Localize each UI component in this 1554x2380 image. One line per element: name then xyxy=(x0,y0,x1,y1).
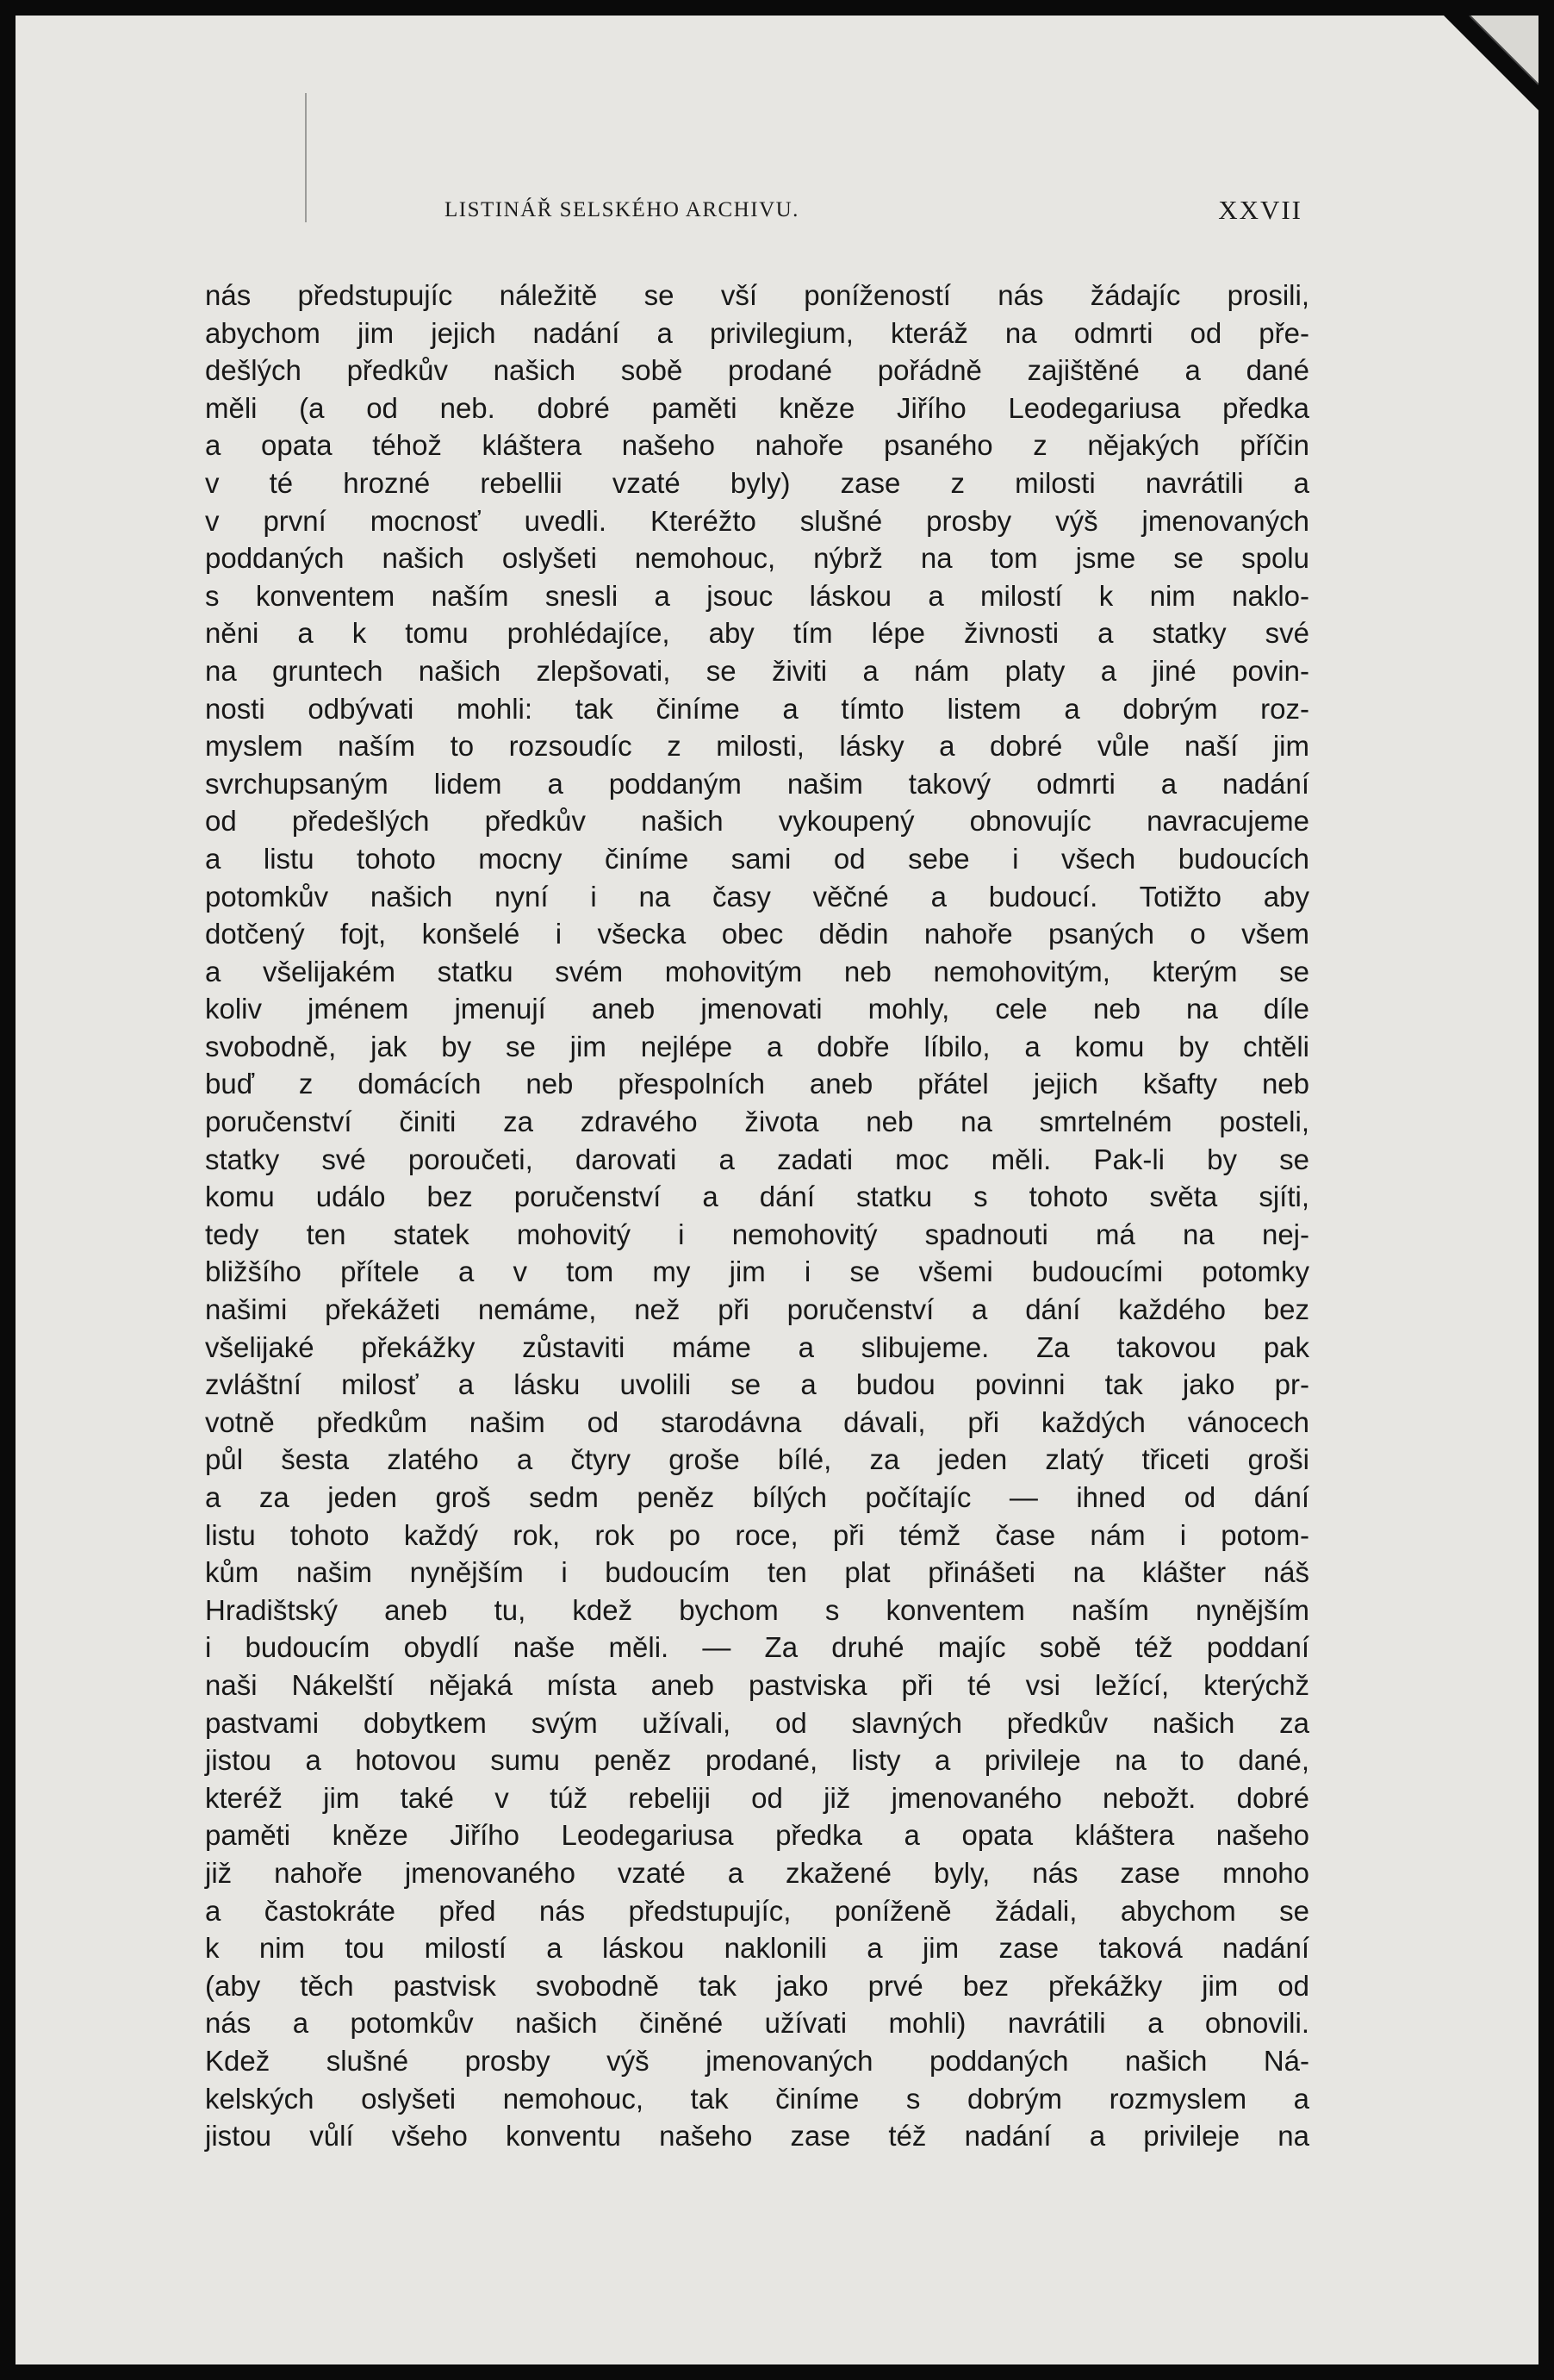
text-line: poddaných našich oslyšeti nemohouc, nýbrž na tom jsme se spolu xyxy=(205,542,1309,575)
text-line: zvláštní milosť a lásku uvolili se a budou povinni tak jako pr- xyxy=(205,1368,1309,1401)
body-text xyxy=(205,277,1309,2155)
page-number: XXVII xyxy=(1218,195,1302,225)
page-corner-fold xyxy=(1444,16,1538,110)
text-line: a listu tohoto mocny činíme sami od sebe i všech budoucích xyxy=(205,842,1309,875)
text-line: kelských oslyšeti nemohouc, tak činíme s dobrým rozmyslem a xyxy=(205,2082,1309,2115)
text-line: něni a k tomu prohlédajíce, aby tím lépe živnosti a statky své xyxy=(205,617,1309,650)
text-line: jistou a hotovou sumu peněz prodané, listy a privileje na to dané, xyxy=(205,1744,1309,1777)
text-line: v první mocnosť uvedli. Kteréžto slušné prosby výš jmenovaných xyxy=(205,504,1309,537)
text-line: kům našim nynějším i budoucím ten plat přinášeti na klášter náš xyxy=(205,1556,1309,1589)
text-line: nosti odbývati mohli: tak činíme a tímto listem a dobrým roz- xyxy=(205,692,1309,725)
text-line: našimi překážeti nemáme, než při poručenství a dání každého bez xyxy=(205,1293,1309,1326)
text-line: svobodně, jak by se jim nejlépe a dobře líbilo, a komu by chtěli xyxy=(205,1030,1309,1062)
text-line: s konventem naším snesli a jsouc láskou a milostí k nim naklo- xyxy=(205,579,1309,612)
text-line: svrchupsaným lidem a poddaným našim takový odmrti a nadání xyxy=(205,767,1309,800)
text-line: již nahoře jmenovaného vzaté a zkažené byly, nás zase mnoho xyxy=(205,1856,1309,1889)
text-line: bližšího přítele a v tom my jim i se všemi budoucími potomky xyxy=(205,1255,1309,1288)
text-line: všelijaké překážky zůstaviti máme a slibujeme. Za takovou pak xyxy=(205,1330,1309,1363)
text-line: a opata téhož kláštera našeho nahoře psaného z nějakých příčin xyxy=(205,429,1309,462)
text-line: půl šesta zlatého a čtyry groše bílé, za jeden zlatý třiceti groši xyxy=(205,1443,1309,1476)
text-line: dotčený fojt, konšelé i všecka obec dědin nahoře psaných o všem xyxy=(205,918,1309,950)
text-line: myslem naším to rozsoudíc z milosti, lásky a dobré vůle naší jim xyxy=(205,730,1309,763)
text-line: Hradištský aneb tu, kdež bychom s konventem naším nynějším xyxy=(205,1593,1309,1626)
text-line: paměti kněze Jiřího Leodegariusa předka a opata kláštera našeho xyxy=(205,1819,1309,1852)
text-line: abychom jim jejich nadání a privilegium, kteráž na odmrti od pře- xyxy=(205,316,1309,349)
text-line: koliv jménem jmenují aneb jmenovati mohly, cele neb na díle xyxy=(205,993,1309,1025)
text-line: i budoucím obydlí naše měli. — Za druhé majíc sobě též poddaní xyxy=(205,1631,1309,1664)
running-title: LISTINÁŘ SELSKÉHO ARCHIVU. xyxy=(444,198,799,221)
scanned-page xyxy=(16,16,1538,2364)
text-line: naši Nákelští nějaká místa aneb pastviska při té vsi ležící, kterýchž xyxy=(205,1668,1309,1701)
text-line: měli (a od neb. dobré paměti kněze Jiřího Leodegariusa předka xyxy=(205,391,1309,424)
text-line: kteréž jim také v túž rebeliji od již jmenovaného nebožt. dobré xyxy=(205,1781,1309,1814)
text-line: k nim tou milostí a láskou naklonili a jim zase taková nadání xyxy=(205,1932,1309,1965)
text-line: na gruntech našich zlepšovati, se živiti a nám platy a jiné povin- xyxy=(205,654,1309,687)
text-line: (aby těch pastvisk svobodně tak jako prvé bez překážky jim od xyxy=(205,1969,1309,2002)
text-line: v té hrozné rebellii vzaté byly) zase z milosti navrátili a xyxy=(205,466,1309,499)
text-line: buď z domácích neb přespolních aneb přátel jejich kšafty neb xyxy=(205,1068,1309,1100)
text-line: nás předstupujíc náležitě se vší ponížeností nás žádajíc prosili, xyxy=(205,279,1309,311)
text-line: od předešlých předkův našich vykoupený obnovujíc navracujeme xyxy=(205,805,1309,838)
text-line: votně předkům našim od starodávna dávali, při každých vánocech xyxy=(205,1405,1309,1438)
text-line: Kdež slušné prosby výš jmenovaných poddaných našich Ná- xyxy=(205,2044,1309,2077)
text-line: statky své poroučeti, darovati a zadati moc měli. Pak-li by se xyxy=(205,1143,1309,1175)
text-line: tedy ten statek mohovitý i nemohovitý spadnouti má na nej- xyxy=(205,1218,1309,1250)
text-line: nás a potomkův našich činěné užívati mohli) navrátili a obnovili. xyxy=(205,2007,1309,2040)
text-line: dešlých předkův našich sobě prodané pořádně zajištěné a dané xyxy=(205,354,1309,387)
text-line: listu tohoto každý rok, rok po roce, při témž čase nám i potom- xyxy=(205,1518,1309,1551)
text-line: jistou vůlí všeho konventu našeho zase též nadání a privileje na xyxy=(205,2120,1309,2153)
text-line: pastvami dobytkem svým užívali, od slavných předkův našich za xyxy=(205,1706,1309,1739)
text-line: komu událo bez poručenství a dání statku s tohoto světa sjíti, xyxy=(205,1181,1309,1213)
text-line: potomkův našich nyní i na časy věčné a budoucí. Totižto aby xyxy=(205,880,1309,913)
text-line: a častokráte před nás předstupujíc, poníženě žádali, abychom se xyxy=(205,1894,1309,1927)
text-line: a všelijakém statku svém mohovitým neb nemohovitým, kterým se xyxy=(205,955,1309,988)
page-header xyxy=(16,195,1538,233)
text-line: a za jeden groš sedm peněz bílých počítajíc — ihned od dání xyxy=(205,1481,1309,1513)
text-line: poručenství činiti za zdravého života neb na smrtelném posteli, xyxy=(205,1106,1309,1138)
